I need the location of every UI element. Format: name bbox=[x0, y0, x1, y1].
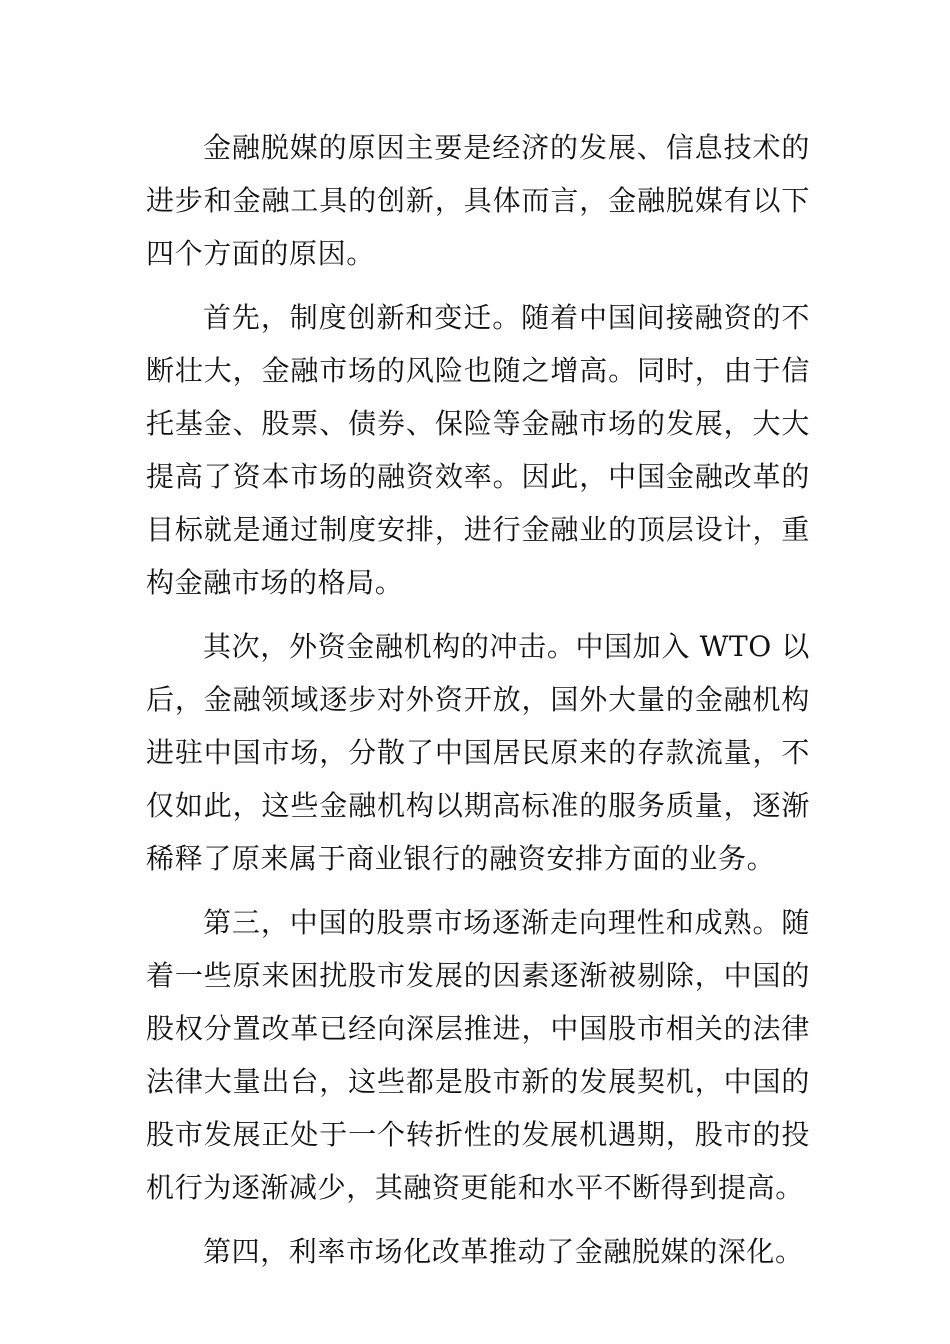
paragraph-third-stock-market: 第三，中国的股票市场逐渐走向理性和成熟。随着一些原来困扰股市发展的因素逐渐被剔除，中国的股权分置改革已经向深层推进，中国股市相关的法律法律大量出台，这些都是股市新的发展契机，中国的股市发展正处于一个转折性的发展机遇期，股市的投机行为逐渐减少，其融资更能和水平不断得到提高。 bbox=[146, 906, 810, 1204]
paragraph-first-institutional-innovation: 首先，制度创新和变迁。随着中国间接融资的不断壮大，金融市场的风险也随之增高。同时，由于信托基金、股票、债券、保险等金融市场的发展，大大提高了资本市场的融资效率。因此，中国金融改革的目标就是通过制度安排，进行金融业的顶层设计，重构金融市场的格局。 bbox=[146, 301, 810, 599]
paragraph-fourth-interest-rate: 第四，利率市场化改革推动了金融脱媒的深化。 bbox=[203, 1235, 804, 1268]
document-body bbox=[146, 121, 810, 1289]
paragraph-second-foreign-capital: 其次，外资金融机构的冲击。中国加入 WTO 以后，金融领域逐步对外资开放，国外大量的金融机构进驻中国市场，分散了中国居民原来的存款流量，不仅如此，这些金融机构以期高标准的服务质量，逐渐稀释了原来属于商业银行的融资安排方面的业务。 bbox=[146, 630, 810, 875]
paragraph-causes-intro: 金融脱媒的原因主要是经济的发展、信息技术的进步和金融工具的创新，具体而言，金融脱媒有以下四个方面的原因。 bbox=[146, 131, 810, 270]
